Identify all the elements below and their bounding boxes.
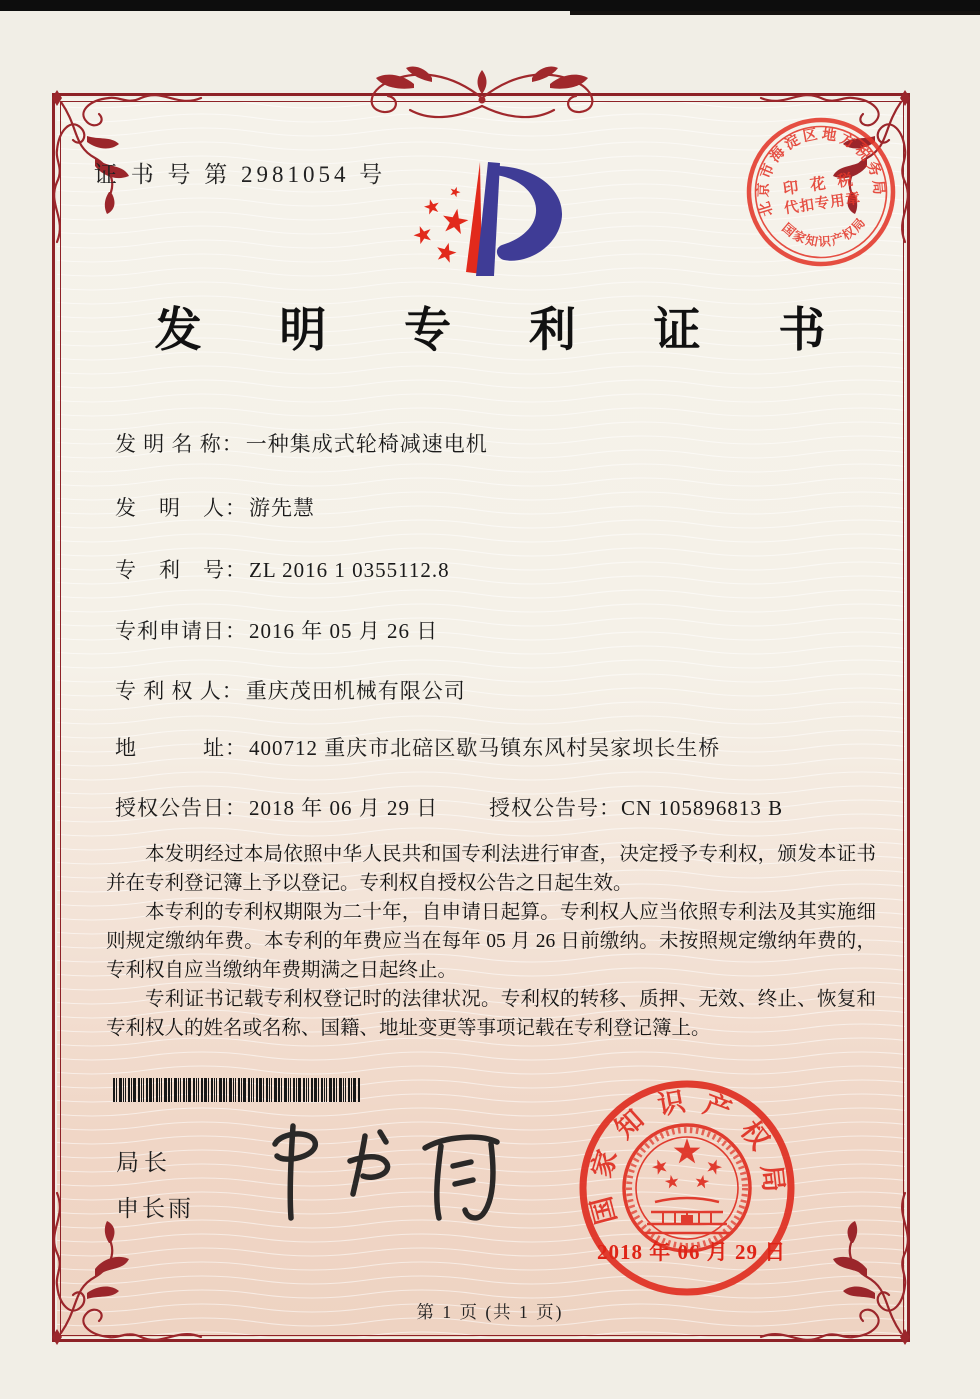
field-value: 重庆茂田机械有限公司 bbox=[245, 679, 466, 703]
field-label: 地 址： bbox=[115, 736, 247, 760]
seal-date: 2018 年 06 月 29 日 bbox=[597, 1240, 787, 1264]
logo-blue-bowl bbox=[496, 166, 562, 261]
field-invention-name bbox=[115, 428, 488, 458]
cnipa-patent-office-logo bbox=[392, 148, 597, 290]
barcode bbox=[113, 1078, 366, 1102]
field-value: ZL 2016 1 0355112.8 bbox=[249, 558, 450, 582]
legal-text-block bbox=[106, 840, 876, 1043]
tax-stamp-seal bbox=[722, 93, 921, 292]
field-value: CN 105896813 B bbox=[621, 796, 784, 820]
signatory-title: 局长 bbox=[116, 1150, 172, 1175]
certificate-title: 发 明 专 利 证 书 bbox=[154, 305, 859, 357]
legal-paragraph-3: 专利证书记载专利权登记时的法律状况。专利权的转移、质押、无效、终止、恢复和专利权人的姓名或名称、国籍、地址变更等事项记载在专利登记簿上。 bbox=[106, 989, 876, 1039]
field-grant-date bbox=[115, 792, 438, 822]
field-grant-number bbox=[489, 792, 783, 822]
field-value: 400712 重庆市北碚区歇马镇东风村吴家坝长生桥 bbox=[249, 736, 721, 760]
tax-stamp-line2: 代扣专用章 bbox=[783, 190, 863, 218]
legal-paragraph-2: 本专利的专利权期限为二十年，自申请日起算。专利权人应当依照专利法及其实施细则规定缴纳年费。本专利的年费应当在每年 05 月 26 日前缴纳。未按照规定缴纳年费的，专利权自应当缴纳年费期满之日起终止。 bbox=[106, 902, 876, 981]
national-emblem bbox=[624, 1125, 750, 1251]
seal-arc-text: 国家知识产权局 bbox=[585, 1086, 789, 1228]
field-label: 专 利 权 人： bbox=[115, 679, 244, 703]
cnipa-official-seal bbox=[571, 1072, 803, 1304]
field-patent-number bbox=[115, 554, 450, 584]
field-label: 授权公告号： bbox=[489, 796, 621, 820]
field-value: 2016 年 05 月 26 日 bbox=[249, 619, 439, 643]
field-inventor bbox=[115, 492, 315, 522]
director-signature bbox=[245, 1106, 525, 1241]
field-address bbox=[115, 732, 720, 762]
svg-text:国家知识产权局 bbox=[778, 210, 871, 256]
field-value: 一种集成式轮椅减速电机 bbox=[245, 432, 488, 456]
field-label: 发 明 名 称： bbox=[115, 432, 244, 456]
certificate-number: 证 书 号 第 2981054 号 bbox=[94, 162, 387, 187]
field-filing-date bbox=[115, 615, 438, 645]
legal-paragraph-1: 本发明经过本局依照中华人民共和国专利法进行审查，决定授予专利权，颁发本证书并在专利登记簿上予以登记。专利权自授权公告之日起生效。 bbox=[106, 844, 876, 894]
tax-stamp-line1: 印 花 税 bbox=[782, 170, 858, 199]
field-label: 发 明 人： bbox=[115, 496, 247, 520]
page-number-footer: 第 1 页 (共 1 页) bbox=[416, 1302, 564, 1322]
tax-stamp-bottom-arc-text: 国家知识产权局 bbox=[779, 215, 868, 250]
logo-stars bbox=[411, 185, 470, 264]
field-value: 2018 年 06 月 29 日 bbox=[249, 796, 439, 820]
field-label: 授权公告日： bbox=[115, 796, 247, 820]
field-label: 专 利 号： bbox=[115, 558, 247, 582]
field-patentee bbox=[115, 675, 466, 705]
field-label: 专利申请日： bbox=[115, 619, 247, 643]
field-value: 游先慧 bbox=[249, 496, 315, 520]
tax-stamp-top-arc-text: 北京市海淀区地方税务局 bbox=[755, 126, 887, 219]
signatory-name: 申长雨 bbox=[116, 1196, 194, 1221]
